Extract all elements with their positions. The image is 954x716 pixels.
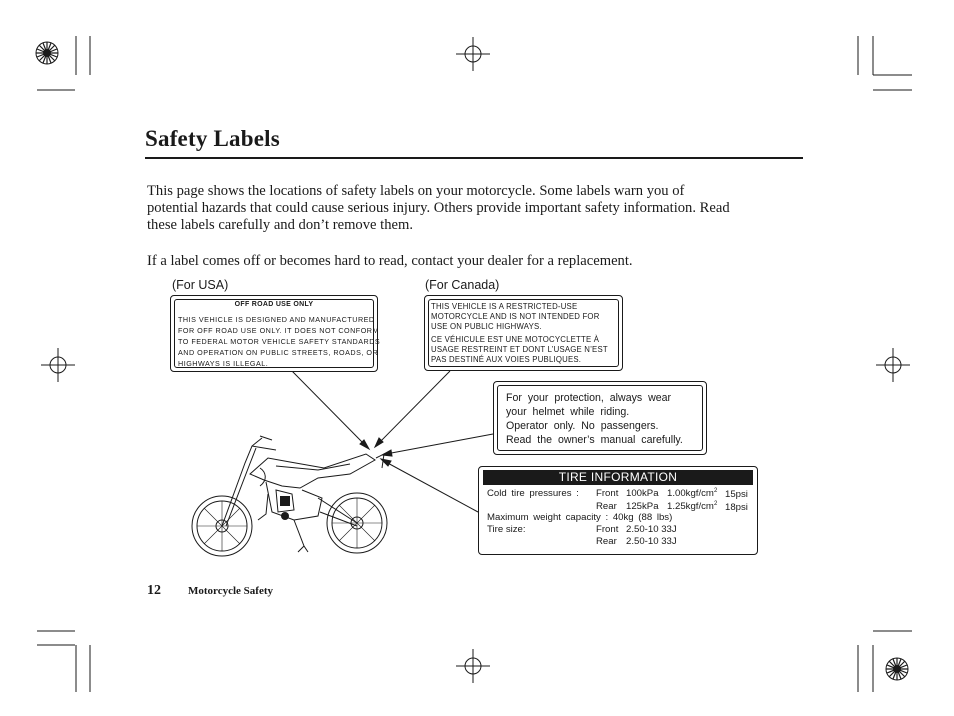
max-weight-capacity: Maximum weight capacity : 40kg (88 lbs)	[487, 512, 673, 523]
protection-label-line: For your protection, always wear	[506, 392, 672, 404]
front-size: 2.50-10 33J	[626, 524, 677, 535]
usa-caption: (For USA)	[172, 278, 229, 292]
rear-size: 2.50-10 33J	[626, 536, 677, 547]
section-name: Motorcycle Safety	[188, 585, 274, 597]
canada-caption: (For Canada)	[425, 278, 500, 292]
protection-label-line: Read the owner’s manual carefully.	[506, 434, 683, 446]
rear-psi: 18psi	[725, 502, 748, 513]
tire-information-label	[478, 466, 758, 555]
protection-label-line: your helmet while riding.	[506, 406, 630, 418]
usa-label-line: AND OPERATION ON PUBLIC STREETS, ROADS, OR	[178, 348, 379, 357]
motorcycle-illustration	[190, 428, 396, 564]
canada-label-line: THIS VEHICLE IS A RESTRICTED-USE	[431, 302, 578, 311]
usa-label	[170, 295, 381, 372]
canada-label-line: PAS DESTINÉ AUX VOIES PUBLIQUES.	[431, 355, 582, 364]
intro-line: potential hazards that could cause serious injury. Others provide important safety information. Read	[147, 200, 730, 216]
usa-label-line: FOR OFF ROAD USE ONLY. IT DOES NOT CONFORM	[178, 326, 379, 335]
usa-label-title: OFF ROAD USE ONLY	[234, 301, 314, 308]
front-kpa: 100kPa	[626, 488, 659, 499]
rear-kpa: 125kPa	[626, 501, 659, 512]
usa-label-line: HIGHWAYS IS ILLEGAL.	[178, 359, 269, 368]
page-title: Safety Labels	[145, 126, 280, 151]
rear-label: Rear	[596, 501, 617, 512]
front-label: Front	[596, 488, 619, 499]
front-kgf: $1.00kgf/cm^2$	[667, 488, 718, 500]
tire-size-label: Tire size:	[487, 524, 526, 535]
protection-label-line: Operator only. No passengers.	[506, 420, 659, 432]
canada-label-line: USE ON PUBLIC HIGHWAYS.	[431, 322, 542, 331]
rear-size-label: Rear	[596, 536, 617, 547]
canada-label-line: USAGE RESTREINT ET DONT L’USAGE N’EST	[431, 345, 608, 354]
front-size-label: Front	[596, 524, 619, 535]
cold-pressure-label: Cold tire pressures :	[487, 488, 579, 499]
intro-line: these labels carefully and don’t remove them.	[147, 217, 413, 233]
replacement-paragraph: If a label comes off or becomes hard to read, contact your dealer for a replacement.	[147, 253, 633, 269]
intro-line: This page shows the locations of safety labels on your motorcycle. Some labels warn you of	[147, 183, 685, 199]
canada-label-line: MOTORCYCLE AND IS NOT INTENDED FOR	[431, 312, 600, 321]
page-number: 12	[147, 583, 161, 598]
canada-label	[424, 295, 623, 371]
canada-label-line: CE VÉHICULE EST UNE MOTOCYCLETTE À	[431, 335, 600, 344]
front-psi: 15psi	[725, 489, 748, 500]
protection-label	[493, 381, 707, 455]
usa-label-line: THIS VEHICLE IS DESIGNED AND MANUFACTURED	[178, 315, 375, 324]
rear-kgf: $1.25kgf/cm^2$	[667, 501, 718, 513]
usa-label-line: TO FEDERAL MOTOR VEHICLE SAFETY STANDARDS	[178, 337, 381, 346]
tire-information-header: TIRE INFORMATION	[483, 470, 753, 485]
